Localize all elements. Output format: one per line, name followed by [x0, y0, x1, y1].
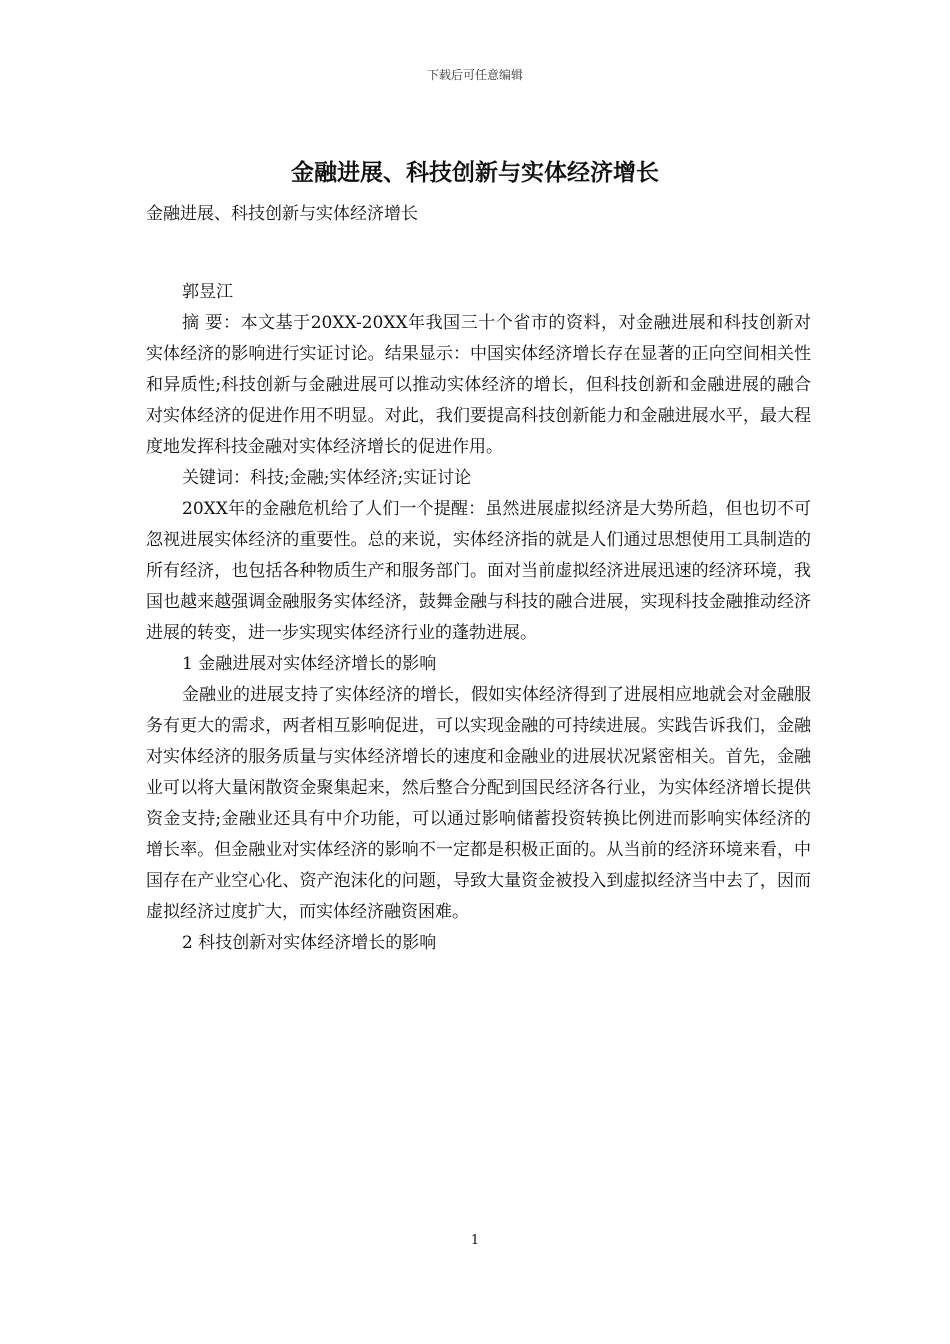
- section-2-heading: 2 科技创新对实体经济增长的影响: [182, 933, 437, 953]
- section-1-paragraph: 金融业的进展支持了实体经济的增长，假如实体经济得到了进展相应地就会对金融服务有更大的需求，两者相互影响促进，可以实现金融的可持续进展。实践告诉我们，金融对实体经济的服务质量与实体经济增长的速度和金融业的进展状况紧密相关。首先，金融业可以将大量闲散资金聚集起来，然后整合分配到国民经济各行业，为实体经济增长提供资金支持;金融业还具有中介功能，可以通过影响储蓄投资转换比例进而影响实体经济的增长率。但金融业对实体经济的影响不一定都是积极正面的。从当前的经济环境来看，中国存在产业空心化、资产泡沫化的问题，导致大量资金被投入到虚拟经济当中去了，因而虚拟经济过度扩大，而实体经济融资困难。: [146, 685, 811, 922]
- section-1-heading: 1 金融进展对实体经济增长的影响: [182, 654, 437, 674]
- page-number: 1: [470, 1233, 480, 1248]
- keywords-line: 关键词：科技;金融;实体经济;实证讨论: [182, 468, 472, 488]
- document-title: 金融进展、科技创新与实体经济增长: [291, 160, 659, 186]
- author-name: 郭昱江: [182, 282, 233, 302]
- intro-paragraph: 20XX年的金融危机给了人们一个提醒：虽然进展虚拟经济是大势所趋，但也切不可忽视进展实体经济的重要性。总的来说，实体经济指的就是人们通过思想使用工具制造的所有经济，也包括各种物质生产和服务部门。面对当前虚拟经济进展迅速的经济环境，我国也越来越强调金融服务实体经济，鼓舞金融与科技的融合进展，实现科技金融推动经济进展的转变，进一步实现实体经济行业的蓬勃进展。: [146, 499, 811, 643]
- page-header-note: 下载后可任意编辑: [426, 68, 523, 82]
- document-body: [146, 199, 811, 959]
- document-subtitle: 金融进展、科技创新与实体经济增长: [146, 204, 418, 224]
- abstract-paragraph: 摘 要：本文基于20XX-20XX年我国三十个省市的资料，对金融进展和科技创新对实体经济的影响进行实证讨论。结果显示：中国实体经济增长存在显著的正向空间相关性和异质性;科技创新与金融进展可以推动实体经济的增长，但科技创新和金融进展的融合对实体经济的促进作用不明显。对此，我们要提高科技创新能力和金融进展水平，最大程度地发挥科技金融对实体经济增长的促进作用。: [146, 313, 811, 457]
